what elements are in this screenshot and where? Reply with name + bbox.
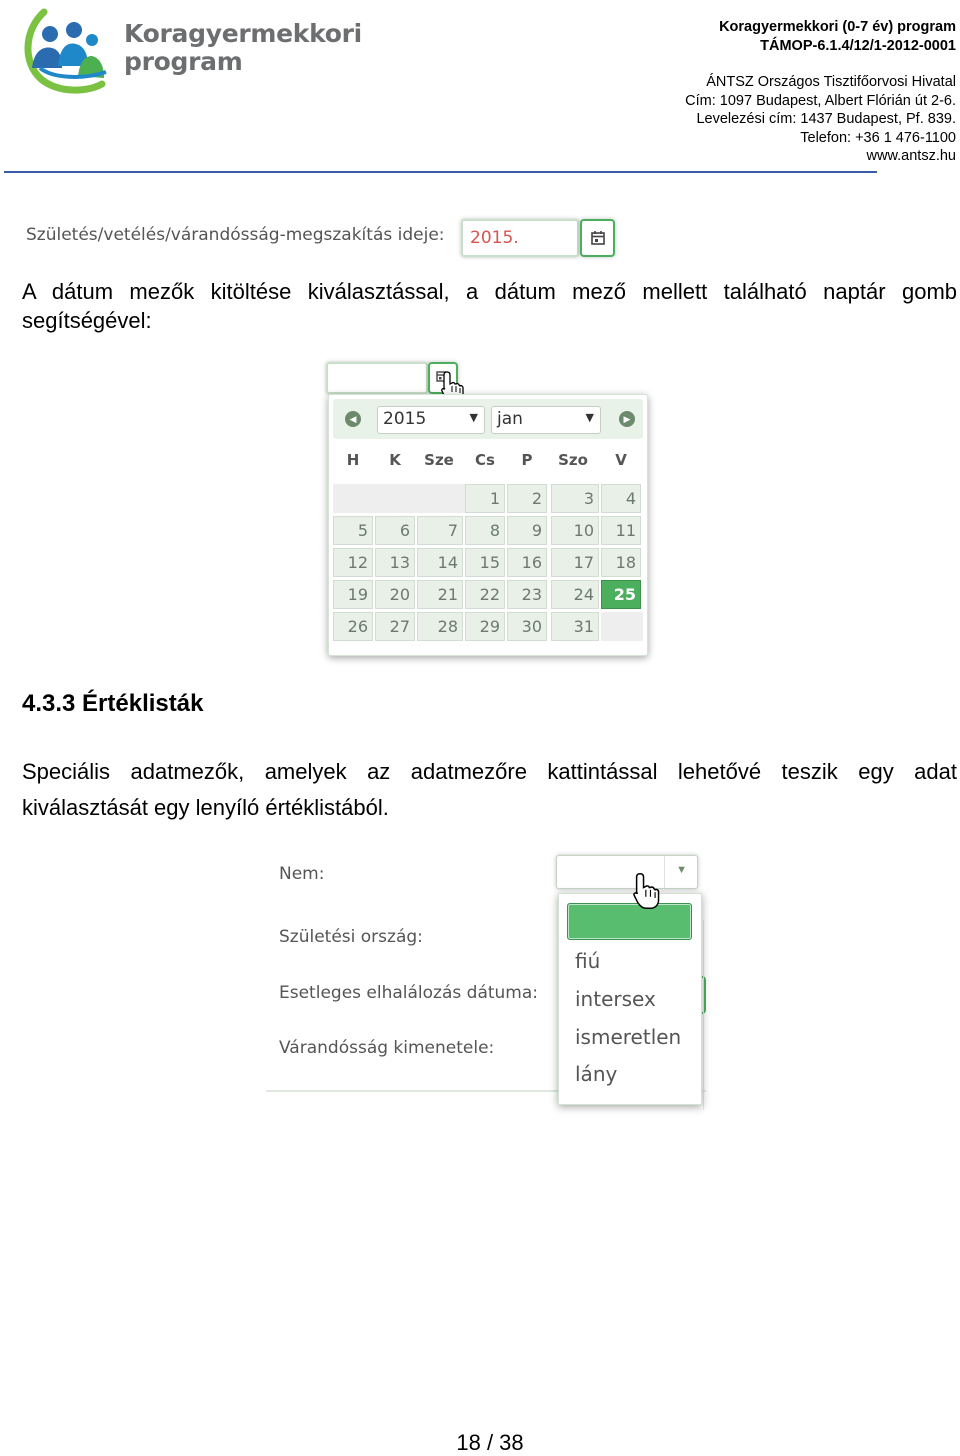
calendar-button[interactable] bbox=[580, 219, 615, 257]
weekday-header: H bbox=[346, 451, 360, 469]
program-title: Koragyermekkori (0-7 év) program bbox=[719, 19, 956, 35]
gender-dropdown-list bbox=[558, 893, 702, 1105]
dropdown-option[interactable]: intersex bbox=[575, 987, 656, 1011]
dropdown-option-empty[interactable] bbox=[567, 903, 692, 940]
chevron-down-icon: ▼ bbox=[585, 411, 594, 424]
date-input[interactable] bbox=[461, 219, 579, 257]
header-divider bbox=[4, 171, 877, 173]
calendar-day[interactable]: 15 bbox=[465, 548, 505, 577]
weekday-header: K bbox=[389, 451, 401, 469]
org-website[interactable]: www.antsz.hu bbox=[866, 148, 956, 164]
calendar-day[interactable]: 23 bbox=[507, 580, 547, 609]
calendar-day[interactable]: 16 bbox=[507, 548, 547, 577]
calendar-day[interactable]: 13 bbox=[375, 548, 415, 577]
calendar-day[interactable]: 6 bbox=[375, 516, 415, 545]
dropdown-option[interactable]: fiú bbox=[575, 949, 601, 973]
calendar-day[interactable]: 11 bbox=[601, 516, 641, 545]
page-number: 18 / 38 bbox=[456, 1430, 524, 1455]
calendar-day[interactable]: 18 bbox=[601, 548, 641, 577]
calendar-day[interactable]: 9 bbox=[507, 516, 547, 545]
family-logo-icon bbox=[22, 6, 132, 96]
calendar-day[interactable]: 17 bbox=[551, 548, 599, 577]
logo-line-1: Koragyermekkori bbox=[124, 19, 362, 48]
next-month-icon[interactable]: ▶ bbox=[619, 411, 635, 427]
calendar-popup bbox=[328, 394, 648, 656]
calendar-day[interactable]: 20 bbox=[375, 580, 415, 609]
month-select[interactable] bbox=[491, 406, 601, 434]
weekday-header: V bbox=[615, 451, 627, 469]
field-label-pregnancy-outcome: Várandósság kimenetele: bbox=[279, 1038, 495, 1058]
calendar-day[interactable]: 30 bbox=[507, 612, 547, 641]
header-contact-block bbox=[685, 18, 956, 166]
gender-select[interactable] bbox=[556, 855, 698, 889]
logo-line-2: program bbox=[124, 47, 243, 76]
program-code: TÁMOP-6.1.4/12/1-2012-0001 bbox=[760, 37, 956, 54]
calendar-icon bbox=[582, 221, 613, 255]
year-select[interactable] bbox=[377, 406, 485, 434]
calendar-day[interactable]: 26 bbox=[333, 612, 373, 641]
field-label-birth-country: Születési ország: bbox=[279, 927, 423, 947]
hand-cursor-icon bbox=[632, 870, 662, 912]
calendar-day[interactable]: 3 bbox=[551, 484, 599, 513]
field-label-gender: Nem: bbox=[279, 864, 325, 884]
weekday-header: Cs bbox=[475, 451, 495, 469]
calendar-day[interactable]: 22 bbox=[465, 580, 505, 609]
dropdown-option[interactable]: ismeretlen bbox=[575, 1025, 682, 1049]
calendar-day[interactable]: 28 bbox=[417, 612, 463, 641]
hidden-field-edge bbox=[703, 920, 710, 1110]
calendar-day[interactable]: 4 bbox=[601, 484, 641, 513]
calendar-header bbox=[333, 399, 643, 439]
chevron-down-icon: ▼ bbox=[676, 864, 687, 876]
calendar-day[interactable]: 10 bbox=[551, 516, 599, 545]
calendar-date-input[interactable] bbox=[326, 362, 428, 394]
calendar-day[interactable]: 14 bbox=[417, 548, 463, 577]
paragraph-date-fields: A dátum mezők kitöltése kiválasztással, a dátum mező mellett található naptár gomb segítségével: bbox=[22, 279, 957, 333]
date-field-label: Születés/vetélés/várandósság-megszakítás ideje: bbox=[26, 225, 445, 245]
calendar-day[interactable]: 5 bbox=[333, 516, 373, 545]
calendar-day[interactable]: 19 bbox=[333, 580, 373, 609]
month-value: jan bbox=[497, 409, 523, 429]
calendar-day[interactable]: 8 bbox=[465, 516, 505, 545]
program-logo bbox=[22, 6, 362, 96]
calendar-day[interactable]: 21 bbox=[417, 580, 463, 609]
field-label-death-date: Esetleges elhalálozás dátuma: bbox=[279, 983, 539, 1003]
select-split bbox=[664, 856, 665, 888]
org-phone: Telefon: +36 1 476-1100 bbox=[800, 129, 956, 146]
date-input-value: 2015. bbox=[470, 228, 519, 248]
org-mail-address: Levelezési cím: 1437 Budapest, Pf. 839. bbox=[696, 111, 956, 127]
weekday-header: Sze bbox=[424, 451, 454, 469]
dropdown-option[interactable]: lány bbox=[575, 1062, 618, 1086]
weekday-header: P bbox=[521, 451, 533, 469]
org-address: Cím: 1097 Budapest, Albert Flórián út 2-6. bbox=[685, 92, 956, 109]
calendar-day[interactable]: 1 bbox=[465, 484, 505, 513]
calendar-day[interactable]: 27 bbox=[375, 612, 415, 641]
calendar-day[interactable]: 31 bbox=[551, 612, 599, 641]
calendar-day[interactable]: 12 bbox=[333, 548, 373, 577]
calendar-day[interactable]: 24 bbox=[551, 580, 599, 609]
section-paragraph: Speciális adatmezők, amelyek az adatmezőre kattintással lehetővé teszik egy adat kiválasztását egy lenyíló értéklistából. bbox=[22, 759, 957, 820]
calendar-day[interactable]: 29 bbox=[465, 612, 505, 641]
calendar-day[interactable]: 2 bbox=[507, 484, 547, 513]
empty-days bbox=[601, 612, 643, 641]
calendar-day-selected[interactable]: 25 bbox=[601, 580, 641, 609]
prev-month-icon[interactable]: ◀ bbox=[345, 411, 361, 427]
org-name: ÁNTSZ Országos Tisztifőorvosi Hivatal bbox=[706, 74, 956, 90]
chevron-down-icon: ▼ bbox=[469, 411, 478, 424]
section-heading: 4.3.3 Értéklisták bbox=[22, 690, 204, 717]
calendar-day[interactable]: 7 bbox=[417, 516, 463, 545]
weekday-header: Szo bbox=[558, 451, 588, 469]
year-value: 2015 bbox=[383, 409, 427, 429]
empty-days bbox=[333, 484, 465, 513]
